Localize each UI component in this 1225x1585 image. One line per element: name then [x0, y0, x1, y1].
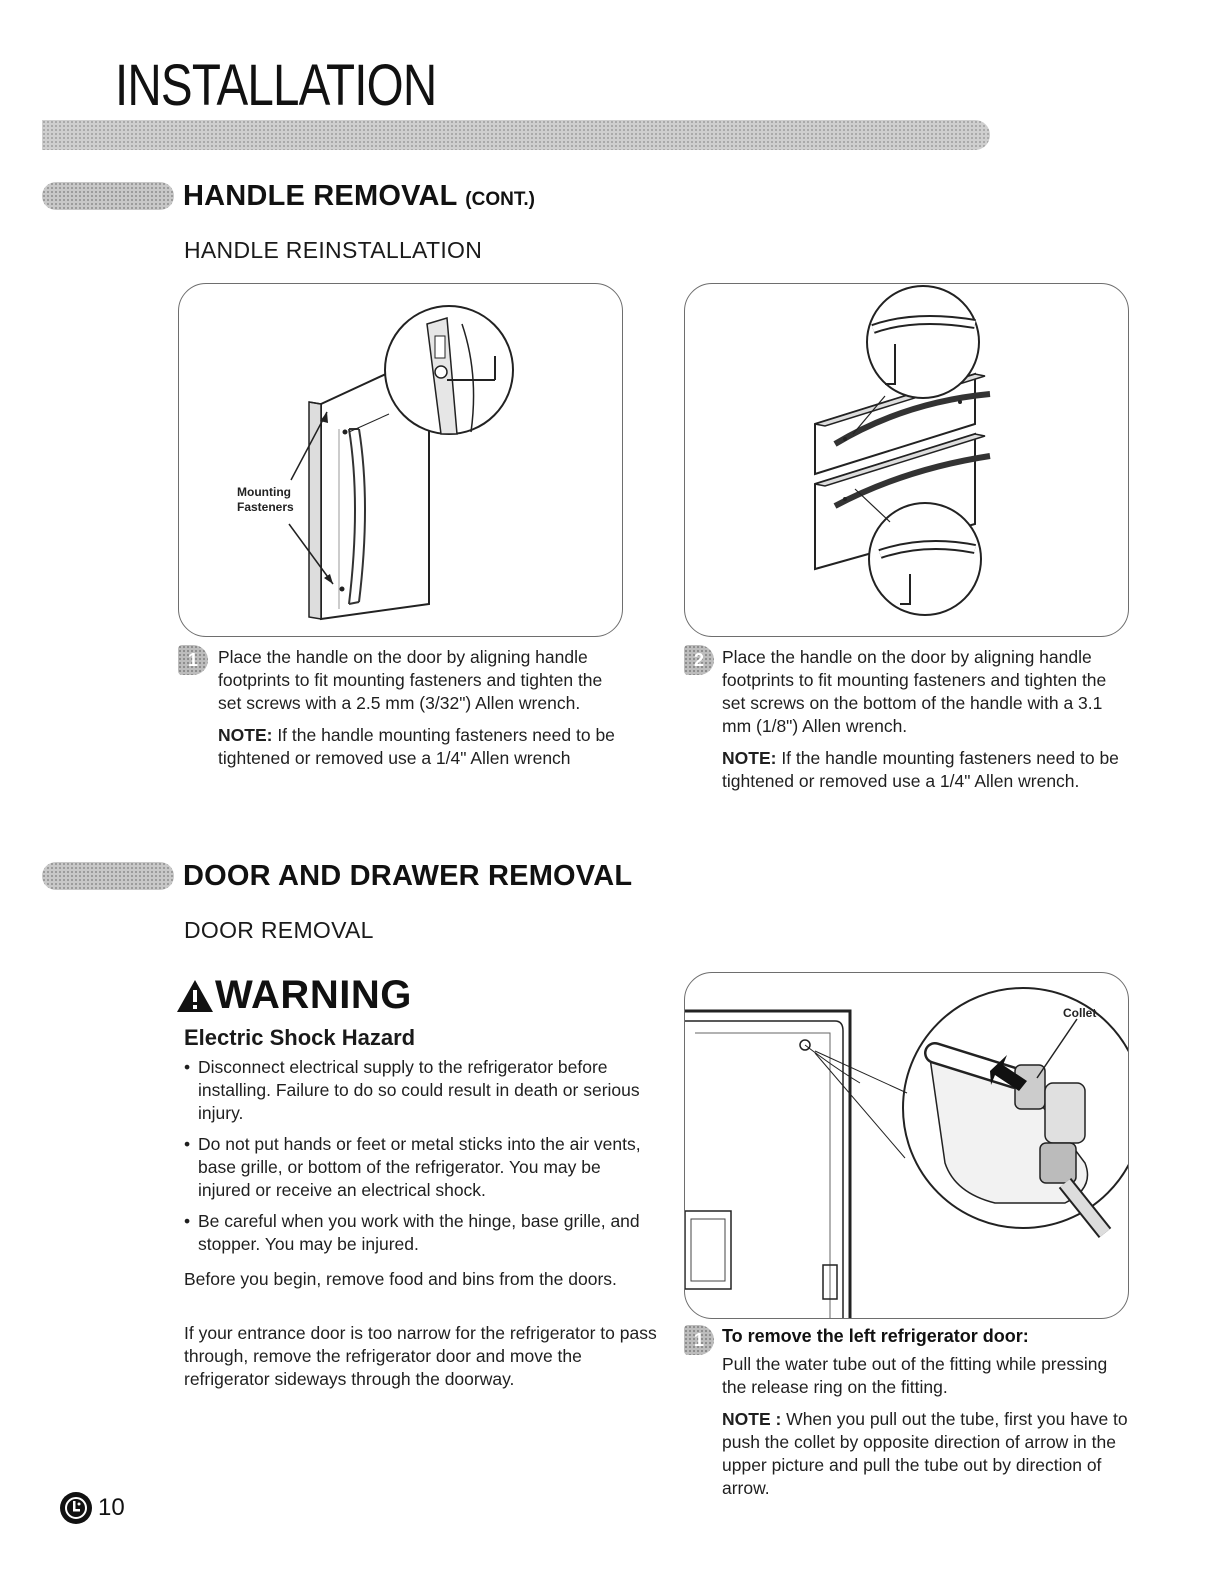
note-label: NOTE: [722, 748, 777, 768]
callout-collet: Collet [1063, 1006, 1097, 1020]
page-number: 10 [98, 1494, 125, 1521]
door-step1-instruction: Pull the water tube out of the fitting while pressing the release ring on the fitting. [722, 1354, 1108, 1397]
warning-triangle-icon [175, 978, 215, 1014]
step-badge-1: 1 [178, 645, 208, 675]
note-text: If the handle mounting fasteners need to be tightened or removed use a 1/4" Allen wrench. [722, 748, 1119, 791]
note-label: NOTE : [722, 1409, 782, 1429]
page-title: INSTALLATION [115, 53, 437, 118]
warning-bullet-list [184, 1056, 654, 1264]
figure-water-tube-illustration [684, 972, 1129, 1319]
prep-paragraph: Before you begin, remove food and bins from the doors. [184, 1269, 617, 1289]
note-text: If the handle mounting fasteners need to be tightened or removed use a 1/4" Allen wrench [218, 725, 615, 768]
section-marker-pill [42, 182, 174, 210]
section-title-handle-removal [183, 180, 535, 213]
warning-heading [175, 973, 412, 1018]
subtitle-door-removal: DOOR REMOVAL [184, 917, 374, 943]
section-title-door-drawer-removal: DOOR AND DRAWER REMOVAL [183, 860, 633, 892]
lg-logo-icon [60, 1492, 92, 1524]
step2-text-block [722, 646, 1132, 793]
hazard-title: Electric Shock Hazard [184, 1025, 416, 1050]
handle-door-illustration [179, 284, 622, 636]
warning-bullet: • Disconnect electrical supply to the refrigerator before installing. Failure to do so could result in death or serious injury. [184, 1056, 654, 1125]
section-title-text: HANDLE REMOVAL [183, 180, 458, 212]
title-divider-bar [42, 120, 990, 150]
water-tube-illustration [685, 973, 1128, 1318]
note-label: NOTE: [218, 725, 273, 745]
step1-instruction: Place the handle on the door by aligning handle footprints to fit mounting fasteners and tighten the set screws with a 2.5 mm (3/32") Allen wrench. [218, 647, 603, 713]
door-step1-heading: To remove the left refrigerator door: [722, 1326, 1029, 1346]
figure-drawer-handle-illustration [684, 283, 1129, 637]
step2-instruction: Place the handle on the door by aligning handle footprints to fit mounting fasteners and tighten the set screws on the bottom of the handle with a 3.1 mm (1/8") Allen wrench. [722, 647, 1107, 736]
warning-bullet: • Do not put hands or feet or metal sticks into the air vents, base grille, or bottom of the refrigerator. You may be injured or receive an electrical shock. [184, 1133, 654, 1202]
drawer-handle-illustration [685, 284, 1128, 636]
step2-note [722, 747, 1132, 793]
step1-note [218, 724, 628, 770]
door-step1-text-block [722, 1326, 1132, 1500]
step-badge-2: 2 [684, 645, 714, 675]
page-number-footer [60, 1492, 125, 1524]
doorway-paragraph: If your entrance door is too narrow for the refrigerator to pass through, remove the refrigerator door and move the refrigerator sideways through the doorway. [184, 1323, 657, 1389]
warning-bullet: • Be careful when you work with the hinge, base grille, and stopper. You may be injured. [184, 1210, 654, 1256]
callout-mounting-fasteners-line2: Fasteners [237, 500, 294, 514]
section-title-suffix: (CONT.) [465, 189, 535, 210]
subtitle-handle-reinstallation: HANDLE REINSTALLATION [184, 237, 483, 263]
door-step1-note [722, 1408, 1132, 1500]
door-step-badge-1: 1 [684, 1325, 714, 1355]
note-text: When you pull out the tube, first you have to push the collet by opposite direction of arrow in the upper picture and pull the tube out by direction of arrow. [722, 1409, 1128, 1498]
section-marker-pill [42, 862, 174, 890]
figure-handle-door-illustration [178, 283, 623, 637]
callout-mounting-fasteners-line1: Mounting [237, 485, 291, 499]
warning-title-text: WARNING [215, 973, 412, 1017]
step1-text-block [218, 646, 628, 770]
